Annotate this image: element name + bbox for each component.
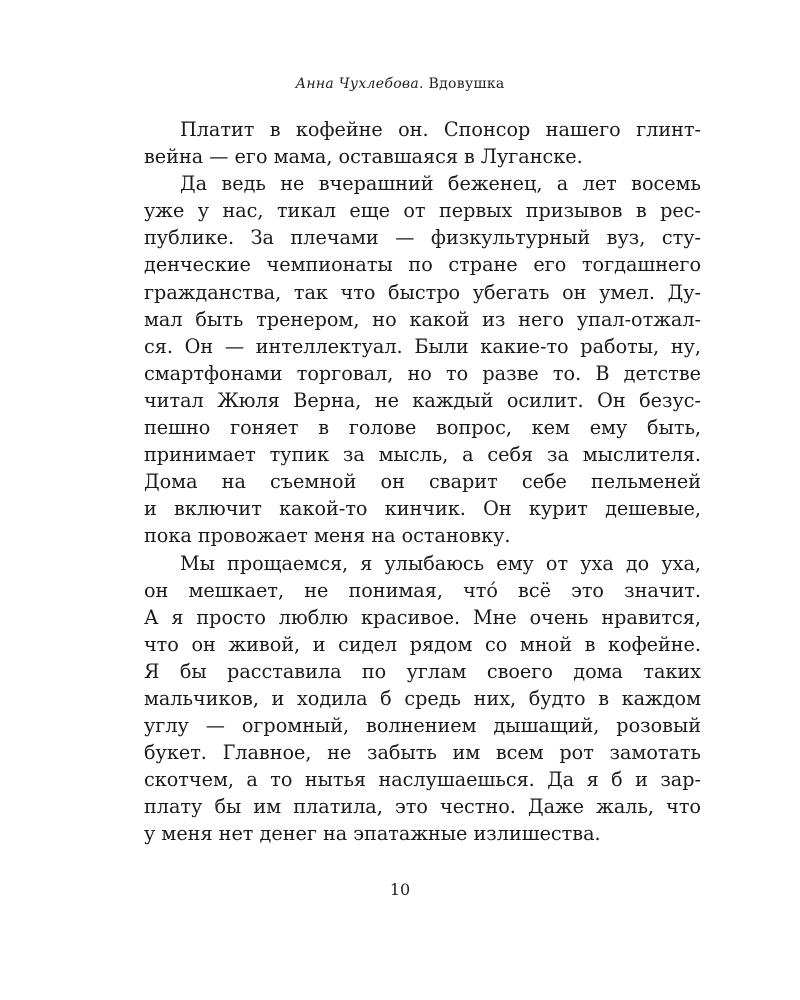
text-line: А я просто люблю красивое. Мне очень нравится, (144, 605, 701, 629)
text-line: и включит какой-то кинчик. Он курит дешевые, (144, 497, 701, 521)
running-head-separator: . (419, 76, 429, 92)
text-line: скотчем, а то нытья наслушаешься. Да я б и зар- (144, 768, 701, 792)
text-line: Платит в кофейне он. Спонсор нашего глинт- (180, 118, 701, 141)
text-line: углу — огромный, волнением дышащий, розовый (144, 714, 701, 738)
text-line: читал Жюля Верна, не каждый осилит. Он безус- (144, 388, 701, 412)
text-line: смартфонами торговал, но то разве то. В детстве (144, 361, 701, 385)
text-line: что он живой, и сидел рядом со мной в кофейне. (144, 632, 701, 656)
text-line: гражданства, так что быстро убегать он умел. Ду- (144, 280, 701, 304)
text-line: публике. За плечами — физкультурный вуз, сту- (144, 226, 701, 250)
text-line: денческие чемпионаты по стране его тогдашнего (144, 253, 701, 277)
body-text (144, 116, 701, 848)
text-line: вейна — его мама, оставшаяся в Луганске. (144, 145, 583, 169)
text-line: мальчиков, и ходила б средь них, будто в каждом (144, 686, 701, 710)
running-head-title: Вдовушка (428, 76, 505, 92)
text-line: принимает тупик за мысль, а себя за мыслителя. (144, 443, 701, 467)
text-line: ся. Он — интеллектуал. Были какие-то работы, ну, (144, 334, 701, 358)
text-line: Да ведь не вчерашний беженец, а лет восемь (180, 172, 701, 196)
text-line: букет. Главное, не забыть им всем рот замотать (144, 741, 701, 765)
text-line: Дома на съемной он сварит себе пельменей (144, 470, 701, 494)
running-head (0, 76, 800, 92)
text-line: Я бы расставила по углам своего дома таких (144, 659, 701, 683)
text-line: плату бы им платила, это честно. Даже жаль, что (144, 795, 701, 819)
text-line: Мы прощаемся, я улыбаюсь ему от уха до уха, (180, 551, 701, 575)
text-line: пешно гоняет в голове вопрос, кем ему быть, (144, 416, 701, 440)
running-head-author: Анна Чухлебова (295, 76, 420, 92)
text-line: уже у нас, тикал еще от первых призывов в рес- (144, 199, 701, 223)
text-line: у меня нет денег на эпатажные излишества. (144, 822, 601, 846)
text-line: пока провожает меня на остановку. (144, 524, 511, 548)
text-line: мал быть тренером, но какой из него упал-отжал- (144, 307, 701, 331)
page-number: 10 (389, 880, 411, 899)
text-line: он мешкает, не понимая, что́ всё это значит. (144, 578, 701, 602)
